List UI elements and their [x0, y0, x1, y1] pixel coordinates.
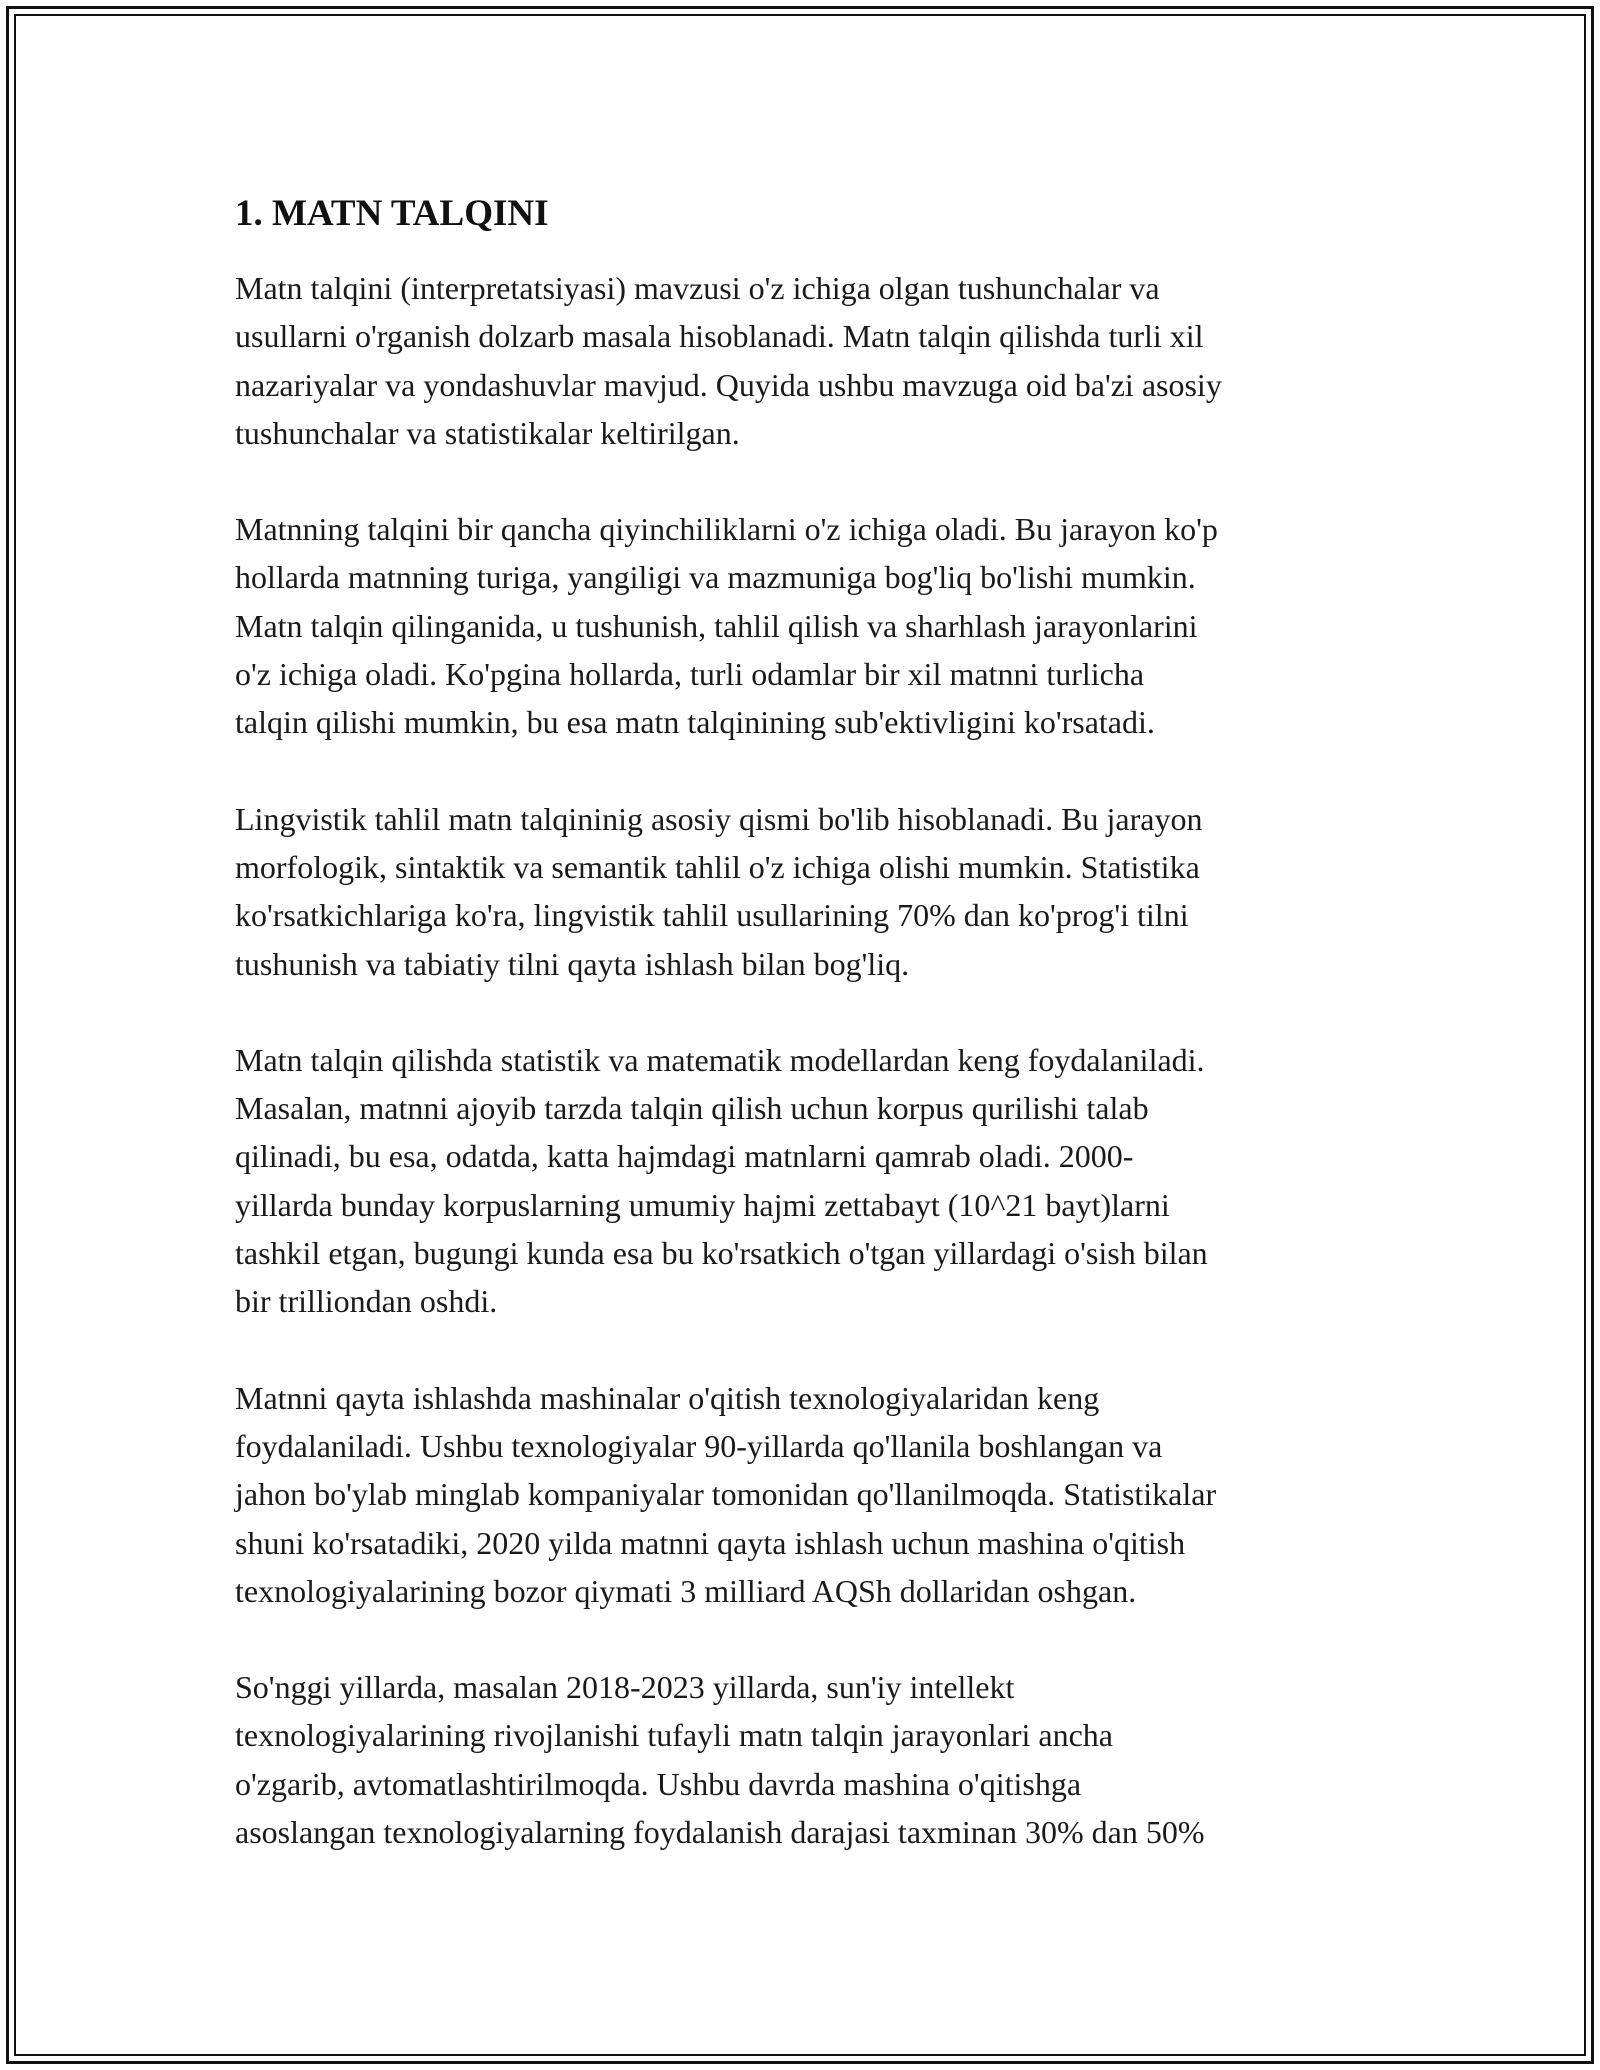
section-title: 1. MATN TALQINI	[235, 193, 549, 234]
paragraph-line: tashkil etgan, bugungi kunda esa bu ko'rsatkich o'tgan yillardagi o'sish bilan	[235, 1235, 1208, 1272]
paragraph-line: talqin qilishi mumkin, bu esa matn talqinining sub'ektivligini ko'rsatadi.	[235, 704, 1155, 741]
paragraph-line: Matnning talqini bir qancha qiyinchiliklarni o'z ichiga oladi. Bu jarayon ko'p	[235, 511, 1218, 548]
paragraph-line: Matnni qayta ishlashda mashinalar o'qitish texnologiyalaridan keng	[235, 1379, 1100, 1416]
paragraph-line: Masalan, matnni ajoyib tarzda talqin qilish uchun korpus qurilishi talab	[235, 1090, 1149, 1127]
paragraph-line: jahon bo'ylab minglab kompaniyalar tomonidan qo'llanilmoqda. Statistikalar	[235, 1476, 1217, 1513]
paragraph-line: o'zgarib, avtomatlashtirilmoqda. Ushbu davrda mashina o'qitishga	[235, 1765, 1082, 1802]
paragraph-line: shuni ko'rsatadiki, 2020 yilda matnni qayta ishlash uchun mashina o'qitish	[235, 1524, 1186, 1561]
paragraph-line: Matn talqin qilishda statistik va matematik modellardan keng foydalaniladi.	[235, 1041, 1205, 1078]
paragraph-line: ko'rsatkichlariga ko'ra, lingvistik tahlil usullarining 70% dan ko'prog'i tilni	[235, 897, 1189, 934]
paragraph-machine-learning	[235, 1374, 1385, 1615]
paragraph-line: So'nggi yillarda, masalan 2018-2023 yillarda, sun'iy intellekt	[235, 1669, 1015, 1706]
paragraph-line: bir trilliondan oshdi.	[235, 1283, 498, 1320]
paragraph-line: texnologiyalarining bozor qiymati 3 milliard AQSh dollaridan oshgan.	[235, 1572, 1137, 1609]
document-body	[235, 186, 1385, 1904]
paragraph-line: qilinadi, bu esa, odatda, katta hajmdagi matnlarni qamrab oladi. 2000-	[235, 1138, 1134, 1175]
paragraph-linguistic-analysis	[235, 795, 1385, 988]
paragraph-line: Lingvistik tahlil matn talqininig asosiy qismi bo'lib hisoblanadi. Bu jarayon	[235, 800, 1203, 837]
paragraph-line: foydalaniladi. Ushbu texnologiyalar 90-yillarda qo'llanila boshlangan va	[235, 1427, 1163, 1464]
paragraph-line: asoslangan texnologiyalarning foydalanish darajasi taxminan 30% dan 50%	[235, 1814, 1205, 1851]
paragraph-statistical-models	[235, 1036, 1385, 1326]
paragraph-line: usullarni o'rganish dolzarb masala hisoblanadi. Matn talqin qilishda turli xil	[235, 318, 1204, 355]
paragraph-line: yillarda bunday korpuslarning umumiy hajmi zettabayt (10^21 bayt)larni	[235, 1186, 1170, 1223]
paragraph-line: morfologik, sintaktik va semantik tahlil o'z ichiga olishi mumkin. Statistika	[235, 848, 1200, 885]
paragraph-line: Matn talqini (interpretatsiyasi) mavzusi o'z ichiga olgan tushunchalar va	[235, 270, 1160, 306]
paragraph-line: Matn talqin qilinganida, u tushunish, tahlil qilish va sharhlash jarayonlarini	[235, 607, 1198, 644]
paragraph-recent-years	[235, 1663, 1385, 1856]
paragraph-intro	[235, 264, 1385, 457]
paragraph-line: o'z ichiga oladi. Ko'pgina hollarda, turli odamlar bir xil matnni turlicha	[235, 656, 1145, 693]
paragraph-line: tushunchalar va statistikalar keltirilgan.	[235, 414, 740, 451]
paragraph-line: nazariyalar va yondashuvlar mavjud. Quyida ushbu mavzuga oid ba'zi asosiy	[235, 366, 1222, 403]
paragraph-line: hollarda matnning turiga, yangiligi va mazmuniga bog'liq bo'lishi mumkin.	[235, 559, 1196, 596]
paragraph-line: texnologiyalarining rivojlanishi tufayli matn talqin jarayonlari ancha	[235, 1717, 1113, 1754]
paragraph-line: tushunish va tabiatiy tilni qayta ishlash bilan bog'liq.	[235, 945, 910, 982]
paragraph-difficulties	[235, 505, 1385, 746]
